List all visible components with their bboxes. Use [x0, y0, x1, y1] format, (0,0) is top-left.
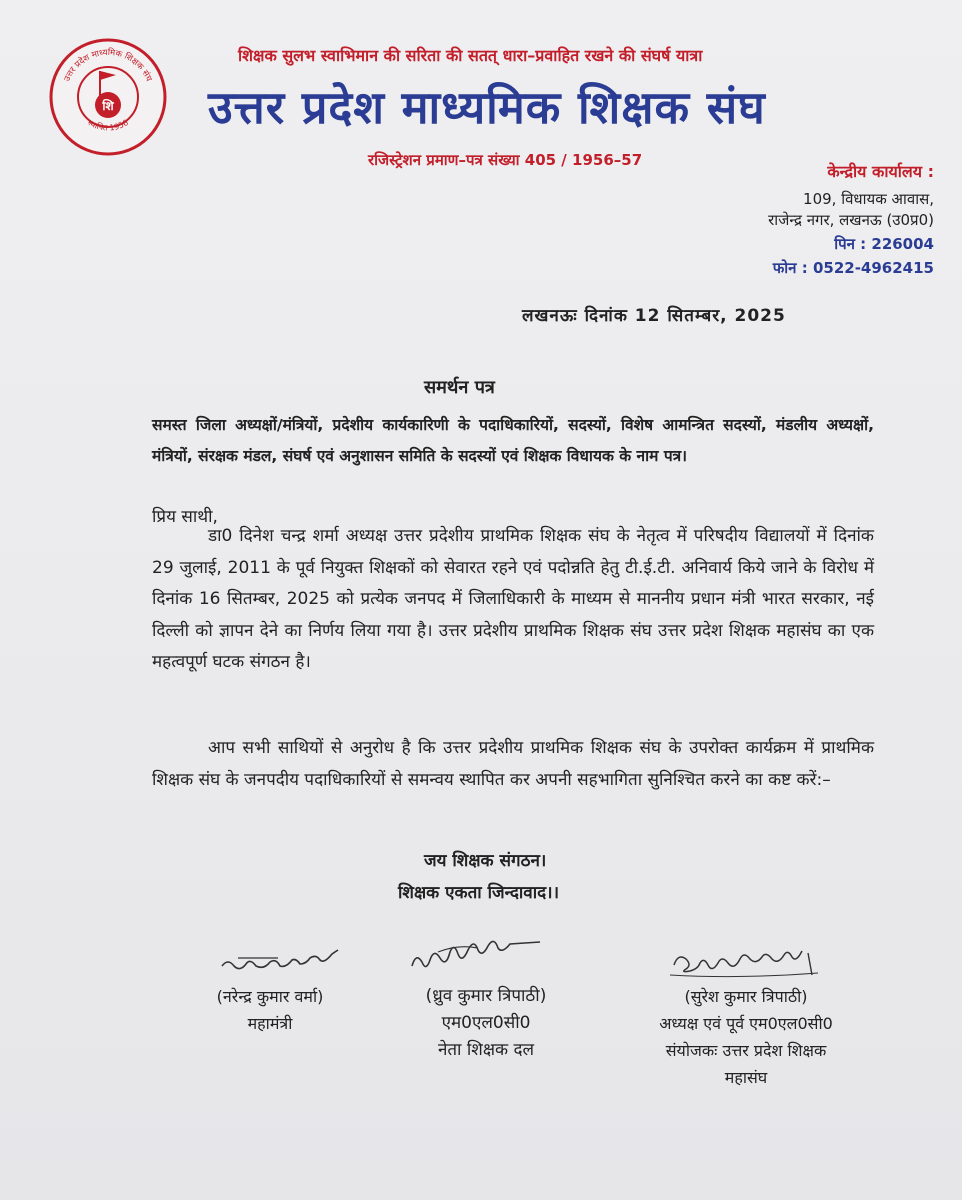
body-paragraph-1: डा0 दिनेश चन्द्र शर्मा अध्यक्ष उत्तर प्रदेशीय प्राथमिक शिक्षक संघ के नेतृत्व में परिषदीय विद्यालयों में दिनांक 29 जुलाई, 2011 के पूर्व नियुक्त शिक्षकों को सेवारत रहने एवं पदोन्नति हेतु टी.ई.टी. अनिवार्य किये जाने के विरोध में दिनांक 16 सितम्बर, 2025 को प्रत्येक जनपद में जिलाधिकारी के माध्यम से माननीय प्रधान मंत्री भारत सरकार, नई दिल्ली को ज्ञापन देने का निर्णय लिया गया है। उत्तर प्रदेशीय प्राथमिक शिक्षक संघ उत्तर प्रदेश शिक्षक महासंघ का एक महत्वपूर्ण घटक संगठन है।: [152, 526, 874, 672]
registration-number: रजिस्ट्रेशन प्रमाण–पत्र संख्या 405 / 1956–57: [368, 151, 643, 169]
letter-date: लखनऊः दिनांक 12 सितम्बर, 2025: [522, 306, 786, 326]
closing-slogan-2: शिक्षक एकता जिन्दावाद।।: [398, 883, 560, 903]
office-pin: पिन : 226004: [834, 235, 934, 253]
signatory-2-title2: नेता शिक्षक दल: [437, 1040, 535, 1060]
seal-top-text: उत्तर प्रदेश माध्यमिक शिक्षक संघ: [62, 47, 154, 84]
office-title: केन्द्रीय कार्यालय :: [827, 162, 934, 181]
signatory-1-title: महामंत्री: [247, 1014, 293, 1033]
signature-3: [668, 945, 828, 981]
office-address-line2: राजेन्द्र नगर, लखनऊ (उ0प्र0): [768, 211, 934, 229]
office-phone: फोन : 0522-4962415: [772, 259, 934, 277]
signatory-2: [386, 983, 586, 1064]
signatory-1: [170, 983, 370, 1037]
signatory-2-title1: एम0एल0सी0: [441, 1013, 531, 1033]
body-paragraph-2: आप सभी साथियों से अनुरोध है कि उत्तर प्रदेशीय प्राथमिक शिक्षक संघ के उपरोक्त कार्यक्रम में प्राथमिक शिक्षक संघ के जनपदीय पदाधिकारियों से समन्वय स्थापित कर अपनी सहभागिता सुनिश्चित करने का कष्ट करें:–: [152, 738, 874, 790]
org-name: उत्तर प्रदेश माध्यमिक शिक्षक संघ: [208, 81, 766, 134]
letter-addressee: समस्त जिला अध्यक्षों/मंत्रियों, प्रदेशीय कार्यकारिणी के पदाधिकारियों, सदस्यों, विशेष आमन्त्रित सदस्यों, मंडलीय अध्यक्षों, मंत्रियों, संरक्षक मंडल, संघर्ष एवं अनुशासन समिति के सदस्यों एवं शिक्षक विधायक के नाम पत्र।: [152, 416, 874, 465]
org-tagline: शिक्षक सुलभ स्वाभिमान की सरिता की सतत् धारा–प्रवाहित रखने की संघर्ष यात्रा: [238, 46, 703, 65]
signatory-3-title1: अध्यक्ष एवं पूर्व एम0एल0सी0: [659, 1014, 833, 1033]
signatory-3-title2: संयोजकः उत्तर प्रदेश शिक्षक: [665, 1041, 827, 1060]
signature-2: [408, 940, 568, 980]
org-seal-logo: [48, 37, 168, 157]
letter-subject: समर्थन पत्र: [424, 377, 495, 398]
signature-1: [218, 948, 348, 978]
signatory-2-name: (ध्रुव कुमार त्रिपाठी): [425, 986, 547, 1006]
closing-slogan-1: जय शिक्षक संगठन।: [424, 851, 547, 871]
signatory-3-name: (सुरेश कुमार त्रिपाठी): [684, 987, 808, 1006]
seal-center-mark: शि: [102, 99, 114, 113]
office-address-line1: 109, विधायक आवास,: [803, 190, 934, 208]
signatory-3-title3: महासंघ: [724, 1068, 768, 1087]
signatory-1-name: (नरेन्द्र कुमार वर्मा): [216, 987, 324, 1006]
signatory-3: [606, 983, 886, 1091]
salutation: प्रिय साथी,: [152, 507, 218, 527]
seal-bottom-text: स्थापित 1956: [86, 117, 130, 133]
